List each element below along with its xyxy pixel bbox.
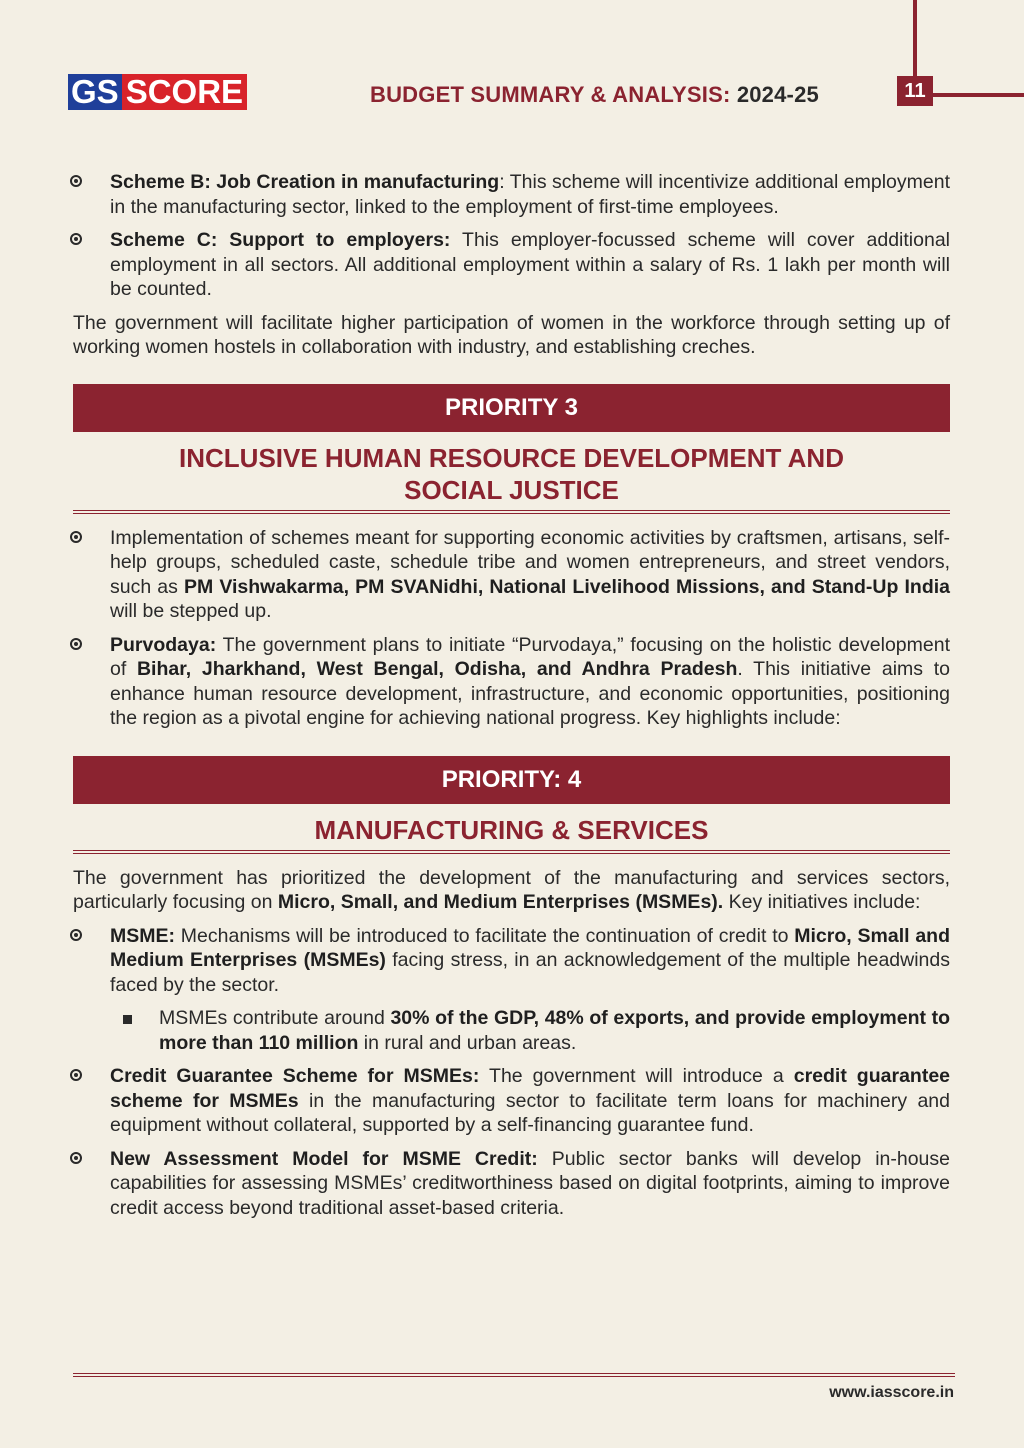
priority-3-title-line2: SOCIAL JUSTICE	[404, 474, 619, 505]
credit-guarantee-bold: credit guarantee scheme for MSMEs	[110, 1065, 951, 1112]
bullet-icon	[70, 233, 82, 245]
page-number: 11	[897, 76, 933, 106]
header-title	[370, 82, 819, 108]
logo-score: SCORE	[122, 74, 247, 110]
msme-tail: facing stress, in an acknowledgement of the multiple headwinds faced by the sector.	[110, 949, 950, 996]
bullet-icon	[70, 929, 82, 941]
credit-guarantee-heading: Credit Guarantee Scheme for MSMEs:	[110, 1065, 480, 1087]
msme-text: Mechanisms will be introduced to facilitate the continuation of credit to	[175, 924, 795, 947]
msme-intro-text: The government has prioritized the development of the manufacturing and services sectors, particularly focusing on	[73, 866, 950, 913]
footer-divider	[73, 1373, 955, 1377]
list-item-scheme-c	[73, 228, 950, 302]
bullet-icon	[70, 175, 82, 187]
contribution-bold: 30% of the GDP, 48% of exports, and provide employment to more than 110 million	[159, 1007, 950, 1054]
scheme-b-heading: Scheme B: Job Creation in manufacturing	[110, 171, 500, 193]
scheme-c-heading: Scheme C: Support to employers:	[110, 229, 451, 251]
logo-gs: GS	[68, 74, 122, 110]
msme-intro-bold: Micro, Small, and Medium Enterprises (MSMEs).	[277, 891, 724, 913]
purvodaya-states: Bihar, Jharkhand, West Bengal, Odisha, and Andhra Pradesh	[136, 658, 738, 680]
schemes-text: Implementation of schemes meant for supporting economic activities by craftsmen, artisans, self-help groups, scheduled caste, schedule tribe and women entrepreneurs, and street vendors, such as	[110, 526, 950, 598]
scheme-b-text: : This scheme will incentivize additional employment in the manufacturing sector, linked to the employment of first-time employees.	[110, 171, 950, 218]
msme-intro-tail: Key initiatives include:	[723, 891, 921, 913]
purvodaya-text: The government plans to initiate “Purvodaya,” focusing on the holistic development of	[110, 633, 950, 680]
assessment-model-heading: New Assessment Model for MSME Credit:	[110, 1147, 538, 1170]
credit-guarantee-tail: in the manufacturing sector to facilitate term loans for machinery and equipment without collateral, supported by a self-financing guarantee fund.	[110, 1089, 950, 1136]
list-item-purvodaya	[73, 633, 950, 731]
list-item-assessment-model	[73, 1147, 950, 1221]
purvodaya-heading: Purvodaya:	[110, 633, 217, 656]
women-workforce-paragraph: The government will facilitate higher participation of women in the workforce through setting up of working women hostels in collaboration with industry, and establishing creches.	[73, 311, 950, 358]
contribution-text: MSMEs contribute around	[159, 1007, 391, 1029]
purvodaya-tail: . This initiative aims to enhance human resource development, infrastructure, and economic opportunities, positioning the region as a pivotal engine for achieving national progress. Key highlights include:	[110, 658, 950, 729]
list-item-msme	[73, 924, 950, 998]
list-item-scheme-b	[73, 170, 950, 219]
list-item-schemes	[73, 526, 950, 624]
bullet-icon	[70, 531, 82, 543]
msme-bold: Micro, Small and Medium Enterprises (MSMEs)	[110, 924, 950, 971]
bullet-icon	[70, 1152, 82, 1164]
msme-heading: MSME:	[110, 924, 175, 947]
schemes-bold: PM Vishwakarma, PM SVANidhi, National Livelihood Missions, and Stand-Up India	[183, 575, 950, 598]
section-divider	[73, 850, 950, 854]
assessment-model-text: Public sector banks will develop in-house capabilities for assessing MSMEs’ creditworthiness based on digital footprints, aiming to improve credit access beyond traditional asset-based criteria.	[110, 1147, 950, 1219]
schemes-tail: will be stepped up.	[110, 600, 272, 622]
header-year: 2024-25	[736, 82, 819, 107]
credit-guarantee-text: The government will introduce a	[479, 1065, 794, 1087]
sub-list-item-msme-contribution	[73, 1006, 950, 1055]
gsscore-logo[interactable]	[68, 74, 247, 110]
priority-3-title	[73, 432, 950, 510]
square-bullet-icon	[123, 1015, 132, 1024]
msme-intro-paragraph	[73, 866, 950, 915]
priority-3-bar: PRIORITY 3	[73, 384, 950, 432]
footer-url[interactable]: www.iasscore.in	[829, 1384, 954, 1401]
list-item-credit-guarantee	[73, 1064, 950, 1138]
scheme-c-text: This employer-focussed scheme will cover additional employment in all sectors. All additional employment within a salary of Rs. 1 lakh per month will be counted.	[110, 229, 951, 300]
main-content	[73, 170, 950, 1229]
header-title-text: BUDGET SUMMARY & ANALYSIS:	[370, 82, 737, 107]
priority-4-title: MANUFACTURING & SERVICES	[314, 814, 709, 845]
priority-4-bar: PRIORITY: 4	[73, 756, 950, 804]
contribution-tail: in rural and urban areas.	[358, 1031, 577, 1054]
priority-3-title-line1: INCLUSIVE HUMAN RESOURCE DEVELOPMENT AND	[179, 442, 844, 473]
section-divider	[73, 510, 950, 514]
bullet-icon	[70, 638, 82, 650]
bullet-icon	[70, 1069, 82, 1081]
